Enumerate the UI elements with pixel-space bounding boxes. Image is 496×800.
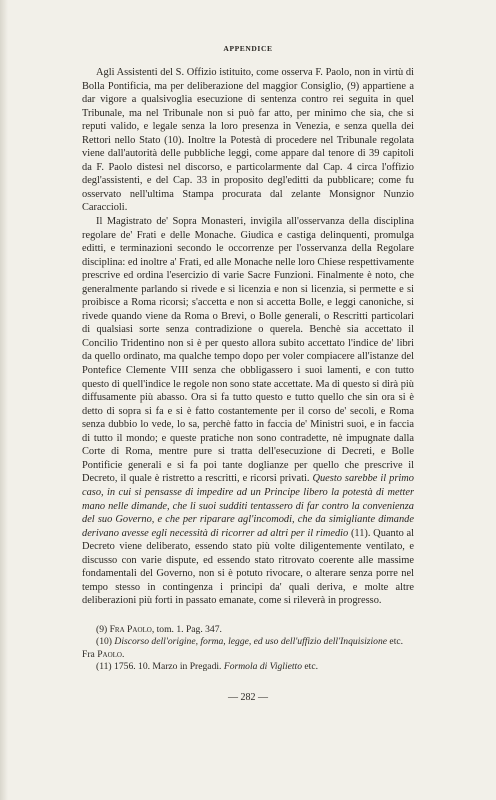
footnote-marker: (10) [96, 636, 112, 648]
main-text [82, 66, 414, 608]
paragraph-2-text: Il Magistrato de' Sopra Monasteri, invigila all'osservanza della disciplina regolare de' Frati e delle Monache. Giudica e castiga delinquenti, promulga editti, e terminazioni secondo le occorrenze per l'osservanza della Regolare disciplina: ed inoltre a' Frati, ed alle Monache nelle loro Chiese respettivamente prescrive ed ordina l'esercizio di varie Sacre Funzioni. Finalmente è noto, che generalmente parlando si rivede e si licenzia e non si licenzia, si permette e si proibisce a Roma ricorsi; s'accetta e non si accetta Bolle, e leggi canoniche, si rivede quando viene da Roma o Brevi, o Bolle generali, o Rescritti particolari di qualsiasi sorte senza contradizione o querela. Benchè sia accettato il Concilio Tridentino non si è per questo allora subito accettato l'indice de' libri da quello ordinato, ma qualche tempo dopo per voler compiacere all'istanze del Pontefice Clemente VIII senza che obbligassero i suoi lamenti, e con tutto questo di quell'indice le regole non sono state accettate. Ma di questo si dirà più diffusamente più abasso. Ora si fa tutto questo e tutto quello che sin ora si è detto di sopra si fa e si è fatto costantemente per il corso de' secoli, e Roma senza dubbio lo vede, lo sa, perchè fatto in faccia de' Ministri suoi, e in faccia di tutto il mondo; e queste pratiche non sono contradette, nè impugnate dalla Corte di Roma, mentre pure si tratta dell'esecuzione di Decreti, e Bolle Pontificie generali e si fa poi tante doglianze per quello che prescrive il Decreto, il quale è ristretto a rescritti, e ricorsi privati. [82, 216, 414, 485]
footnote-10 [82, 636, 414, 661]
page-number: — 282 — [228, 692, 268, 703]
footnote-author: Fra Paolo, [109, 624, 155, 635]
footnote-marker: (9) [96, 624, 108, 635]
footnote-text: 1756. 10. Marzo in Pregadi. [114, 661, 222, 673]
footnote-text: tom. 1. Pag. 347. [154, 624, 222, 635]
footnote-author: Paolo. [97, 648, 125, 660]
footnote-text-end: etc. [302, 661, 318, 673]
paragraph-2-italic-quote: Questo sarebbe il primo caso, in cui si pensasse di impedire ad un Principe libero la potestà di metter mano nelle dimande, che li suoi sudditi tentassero di far contro la convenienza del suo Governo, e che per riparare agl'incomodi, che da simigliante dimande derivano avesse egli necessità di ricorrer ad altri per il rimedio [82, 473, 414, 539]
footnote-marker: (11) [96, 661, 112, 673]
footnotes [82, 624, 414, 674]
footnote-text: etc. Fra [82, 636, 404, 660]
paragraph-2 [82, 215, 414, 608]
footnote-9 [82, 624, 414, 636]
footnote-title: Formola di Viglietto [223, 661, 303, 673]
footnote-title: Discorso dell'origine, forma, legge, ed uso dell'uffizio dell'Inquisizione [114, 636, 388, 648]
footnote-11 [82, 661, 414, 673]
paragraph-2-text-end: (11). Quanto al Decreto viene deliberato, essendo stato più volte diligentemente ventilato, e discusso con varie dispute, ed essendo stato ritrovato coerente alle massime fondamentali del Governo, non si è potuto rivocare, o alterare senza porre nel tempo stesso in contingenza i principi da' quali deriva, e molte altre deliberazioni più forti in passato emanate, come si rileverà in progresso. [82, 527, 414, 607]
page-gutter-shadow [0, 0, 8, 800]
running-header: APPENDICE [223, 44, 273, 53]
paragraph-1: Agli Assistenti del S. Offizio istituito, come osserva F. Paolo, non in virtù di Bolla Pontificia, ma per deliberazione del maggior Consiglio, (9) appartiene a dar vigore a qualsivoglia esecuzione di sentenza contro rei seguita in quel Tribunale, ma nel Tribunale non si può far atto, per minimo che sia, che si reputi valido, e legale senza la loro presenza in Venezia, e senza quella dei Rettori nello Stato (10). Inoltre la Potestà di procedere nel Tribunale regolata viene dall'autorità delle pubbliche leggi, come appare dal tenore di 39 capitoli da F. Paolo distesi nel discorso, e particolarmente dal Cap. 4 circa l'offizio degl'assistenti, e del Cap. 33 in proposito degl'editti da pubblicare; come fu osservato nell'ultima Stampa procurata dal zelante Monsignor Nunzio Caraccioli. [82, 67, 414, 214]
